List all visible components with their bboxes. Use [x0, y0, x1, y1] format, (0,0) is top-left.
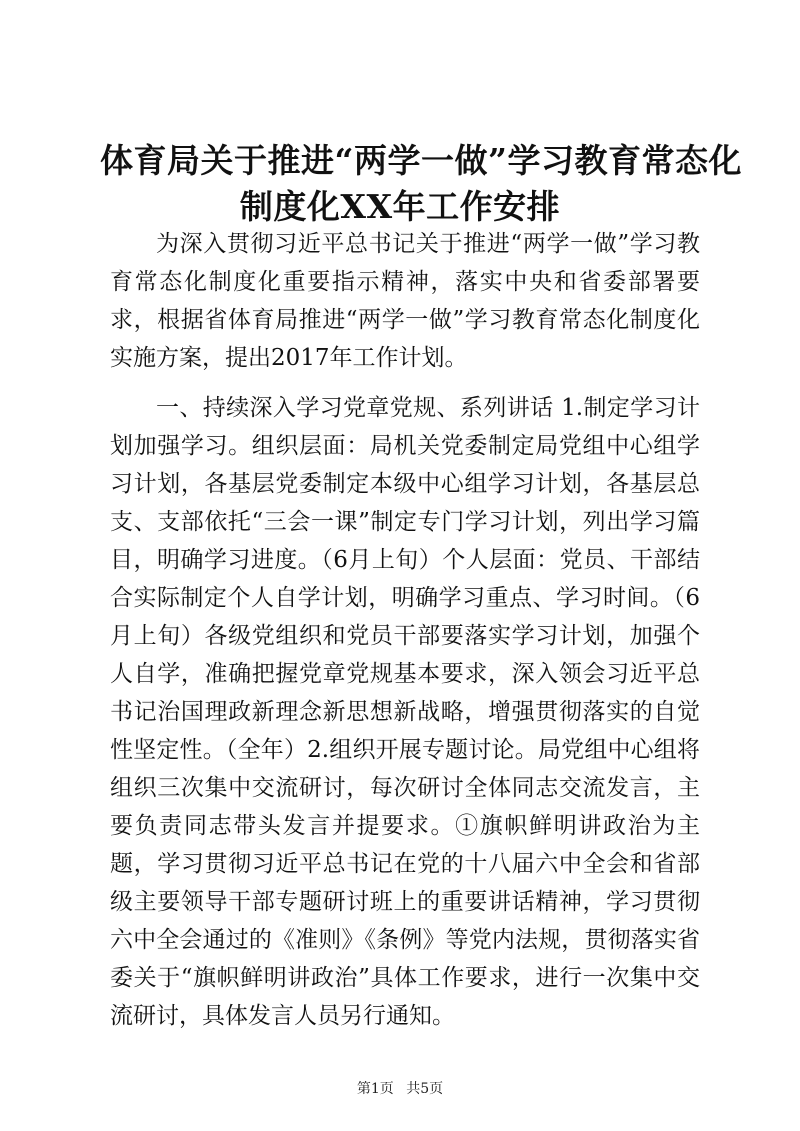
- document-title: [100, 138, 742, 230]
- page-total: 共5页: [406, 1081, 444, 1097]
- body-paragraph-intro: 为深入贯彻习近平总书记关于推进“两学一做”学习教育常态化制度化重要指示精神，落实中央和省委部署要求，根据省体育局推进“两学一做”学习教育常态化制度化实施方案，提出2017年工作计划。: [110, 231, 700, 371]
- document-title-line-2: 制度化XX年工作安排: [239, 187, 561, 226]
- document-title-line-1: 体育局关于推进“两学一做”学习教育常态化: [100, 141, 742, 180]
- page-footer: [0, 1078, 800, 1098]
- body-paragraph-section-1: 一、持续深入学习党章党规、系列讲话 1.制定学习计划加强学习。组织层面：局机关党委制定局党组中心组学习计划，各基层党委制定本级中心组学习计划，各基层总支、支部依托“三会一课”制定专门学习计划，列出学习篇目，明确学习进度。（6月上旬）个人层面：党员、干部结合实际制定个人自学计划，明确学习重点、学习时间。（6月上旬）各级党组织和党员干部要落实学习计划，加强个人自学，准确把握党章党规基本要求，深入领会习近平总书记治国理政新理念新思想新战略，增强贯彻落实的自觉性坚定性。（全年）2.组织开展专题讨论。局党组中心组将组织三次集中交流研讨，每次研讨全体同志交流发言，主要负责同志带头发言并提要求。①旗帜鲜明讲政治为主题，学习贯彻习近平总书记在党的十八届六中全会和省部级主要领导干部专题研讨班上的重要讲话精神，学习贯彻六中全会通过的《准则》《条例》等党内法规，贯彻落实省委关于“旗帜鲜明讲政治”具体工作要求，进行一次集中交流研讨，具体发言人员另行通知。: [110, 395, 700, 1029]
- document-body: [110, 225, 700, 1047]
- page-number: 第1页: [356, 1081, 394, 1097]
